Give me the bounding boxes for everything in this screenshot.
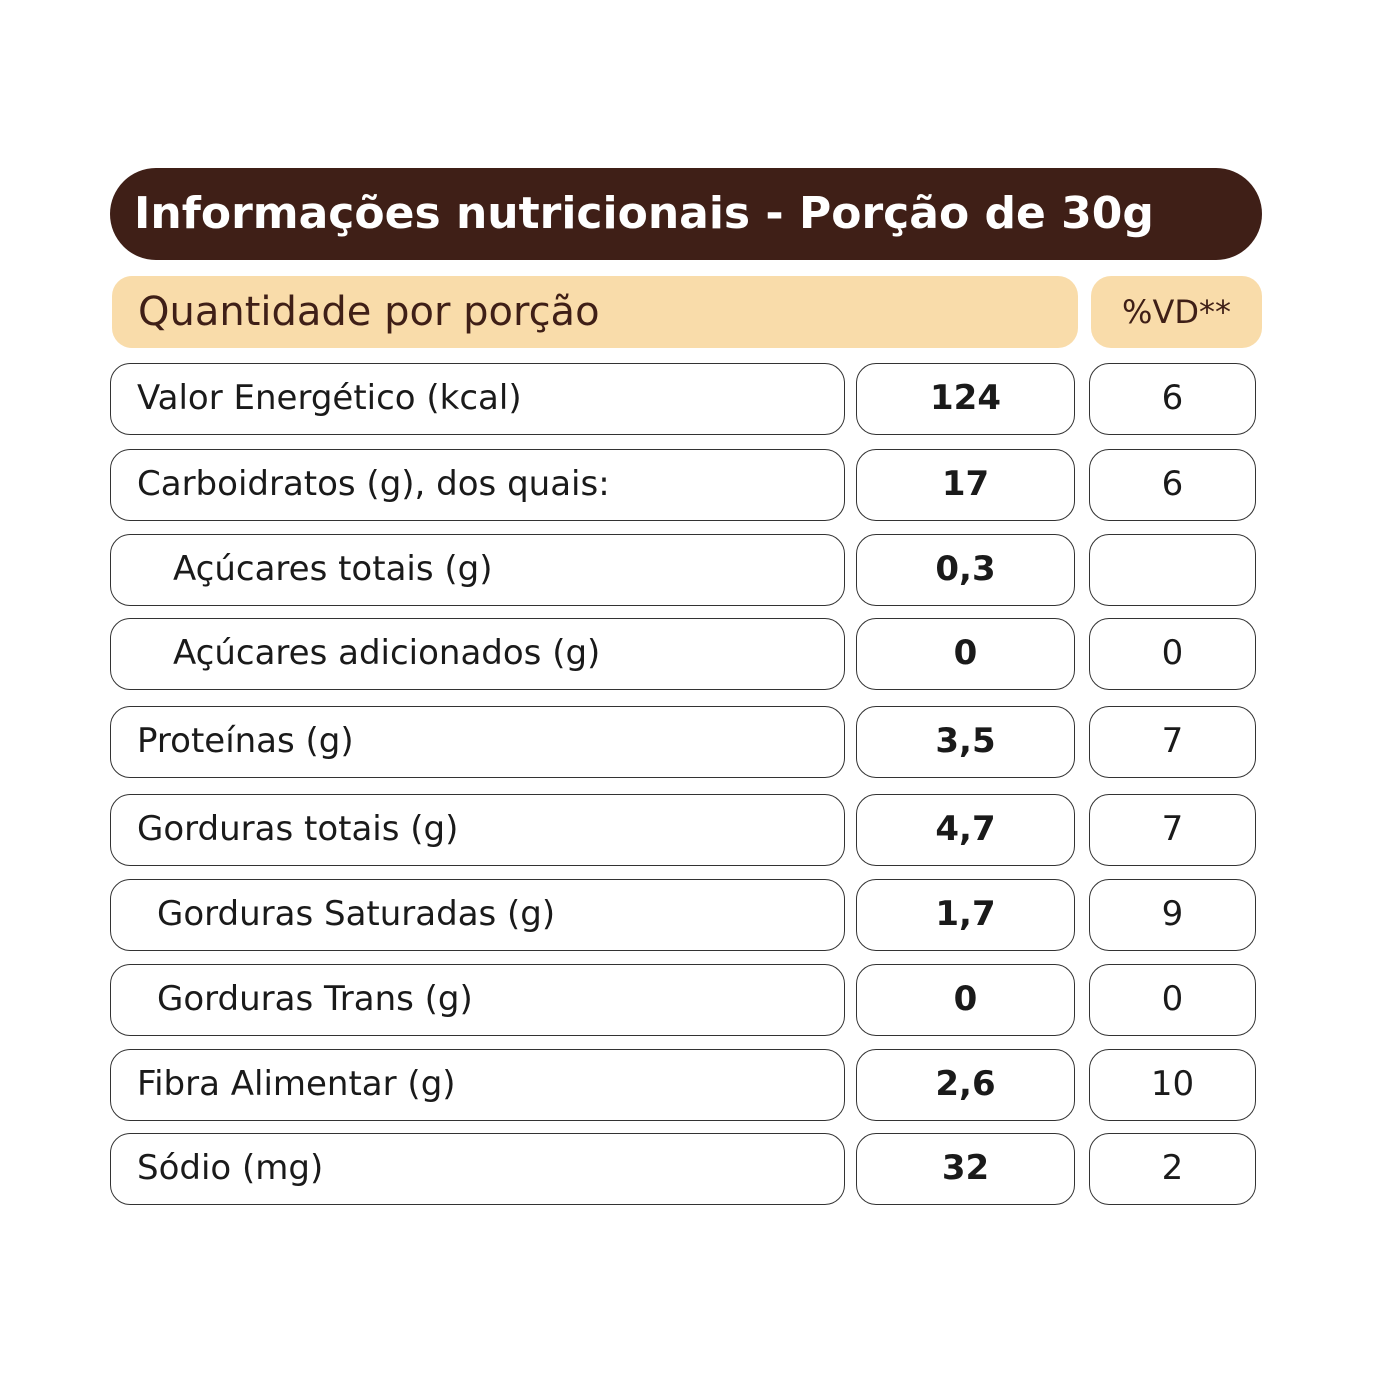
table-row [0, 964, 1373, 1036]
nutrient-vd [1089, 534, 1256, 606]
nutrient-label: Açúcares totais (g) [110, 534, 845, 606]
table-title: Informações nutricionais - Porção de 30g [110, 168, 1262, 260]
nutrient-value: 17 [856, 449, 1075, 521]
nutrient-vd: 9 [1089, 879, 1256, 951]
table-row [0, 618, 1373, 690]
nutrient-value: 124 [856, 363, 1075, 435]
table-row [0, 879, 1373, 951]
nutrient-label: Gorduras Trans (g) [110, 964, 845, 1036]
nutrient-label: Açúcares adicionados (g) [110, 618, 845, 690]
nutrient-value: 4,7 [856, 794, 1075, 866]
table-row [0, 706, 1373, 778]
table-row [0, 534, 1373, 606]
nutrient-vd: 0 [1089, 618, 1256, 690]
nutrient-vd: 7 [1089, 794, 1256, 866]
nutrient-label: Sódio (mg) [110, 1133, 845, 1205]
table-row [0, 363, 1373, 435]
nutrient-value: 1,7 [856, 879, 1075, 951]
vd-header: %VD** [1091, 276, 1262, 348]
table-row [0, 449, 1373, 521]
nutrient-vd: 2 [1089, 1133, 1256, 1205]
nutrient-value: 32 [856, 1133, 1075, 1205]
nutrient-label: Valor Energético (kcal) [110, 363, 845, 435]
nutrient-vd: 6 [1089, 363, 1256, 435]
nutrient-label: Gorduras totais (g) [110, 794, 845, 866]
nutrient-value: 0 [856, 618, 1075, 690]
nutrient-value: 0 [856, 964, 1075, 1036]
table-row [0, 1049, 1373, 1121]
nutrient-value: 3,5 [856, 706, 1075, 778]
nutrient-label: Proteínas (g) [110, 706, 845, 778]
nutrient-vd: 0 [1089, 964, 1256, 1036]
nutrient-vd: 7 [1089, 706, 1256, 778]
nutrient-vd: 6 [1089, 449, 1256, 521]
nutrient-value: 0,3 [856, 534, 1075, 606]
quantity-header: Quantidade por porção [112, 276, 1078, 348]
nutrient-value: 2,6 [856, 1049, 1075, 1121]
table-row [0, 794, 1373, 866]
nutrient-vd: 10 [1089, 1049, 1256, 1121]
nutrient-label: Fibra Alimentar (g) [110, 1049, 845, 1121]
nutrient-label: Carboidratos (g), dos quais: [110, 449, 845, 521]
table-row [0, 1133, 1373, 1205]
nutrient-label: Gorduras Saturadas (g) [110, 879, 845, 951]
